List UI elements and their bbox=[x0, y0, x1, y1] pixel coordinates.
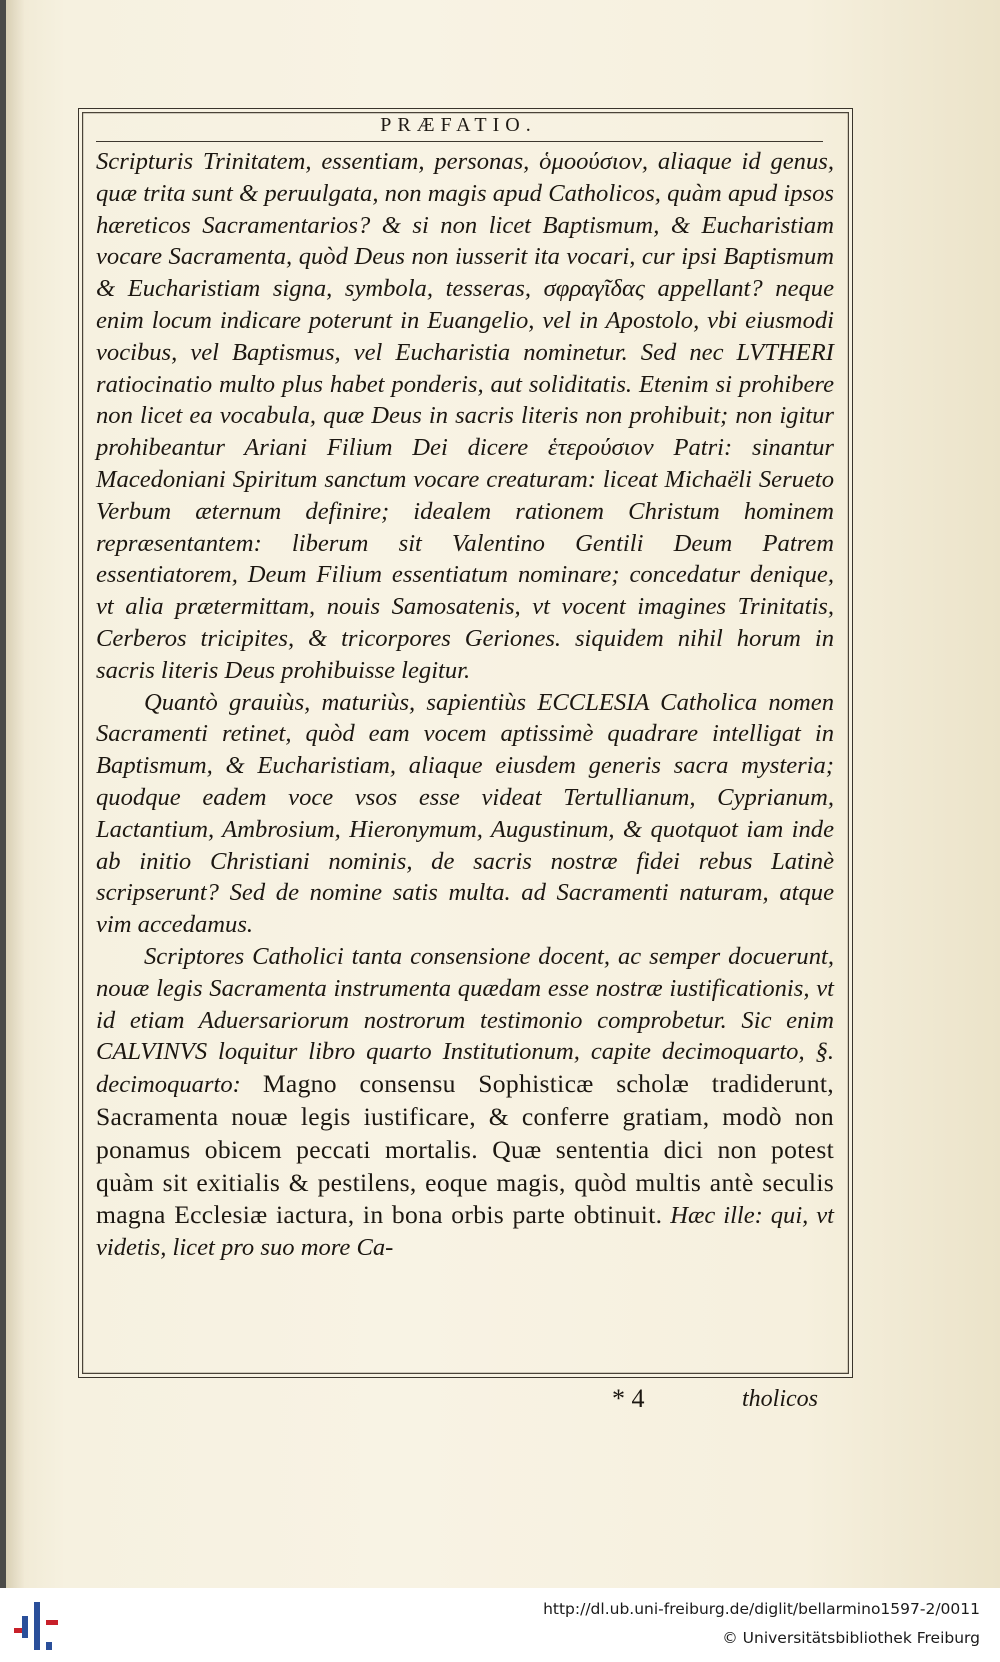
signature-mark: * 4 bbox=[612, 1384, 645, 1413]
viewer-footer bbox=[0, 1588, 1000, 1662]
catchword: tholicos bbox=[742, 1386, 818, 1412]
head-rule bbox=[96, 141, 823, 142]
paragraph-2: Quantò grauiùs, maturiùs, sapientiùs ECCLESIA Catholica nomen Sacramenti retinet, quòd eam vocem aptissimè quadrare intelligat in Baptismum, & Eucharistiam, aliaque eiusdem generis sacra mysteria; quodque eadem voce vsos esse videat Tertullianum, Cyprianum, Lactantium, Ambrosium, Hieronymum, Augustinum, & quotquot iam inde ab initio Christiani nominis, de sacris nostræ fidei rebus Latinè scripserunt? Sed de nomine satis multa. ad Sacramenti naturam, atque vim accedamus. bbox=[96, 688, 834, 939]
paragraph-3 bbox=[96, 941, 834, 1264]
paragraph-1: Scripturis Trinitatem, essentiam, personas, ὁμοούσιον, aliaque id genus, quæ trita sunt & peruulgata, non magis apud Catholicos, quàm apud ipsos hæreticos Sacramentarios? & si non licet Baptismum, & Eucharistiam vocare Sacramenta, quòd Deus non iusserit ita vocari, cur ipsi Baptismum & Eucharistiam signa, symbola, tesseras, σφραγῖδας appellant? neque enim locum indicare poterunt in Euangelio, vel in Apostolo, vbi eiusmodi vocibus, vel Baptismus, vel Eucharistia nominetur. Sed nec LVTHERI ratiocinatio multo plus habet ponderis, aut soliditatis. Etenim si prohibere non licet ea vocabula, quæ Deus in sacris literis non prohibuit; non igitur prohibeantur Ariani Filium Dei dicere ἑτερούσιον Patri: sinantur Macedoniani Spiritum sanctum vocare creaturam: liceat Michaëli Serueto Verbum æternum definire; idealem rationem Christum hominem repræsentantem: liberum sit Valentino Gentili Deum Patrem essentiatorem, Deum Filium essentiatum nominare; concedatur denique, vt alia prætermittam, nouis Samosatenis, vt vocent imagines Trinitatis, Cerberos tricipites, & tricorpores Geriones. siquidem nihil horum in sacris literis Deus prohibuisse legitur. bbox=[96, 148, 834, 684]
body-text bbox=[96, 146, 834, 1264]
permalink-url[interactable]: http://dl.ub.uni-freiburg.de/diglit/bellarmino1597-2/0011 bbox=[543, 1600, 980, 1618]
running-head: PRÆFATIO. bbox=[380, 114, 537, 136]
copyright-notice: © Universitätsbibliothek Freiburg bbox=[722, 1629, 980, 1647]
paragraph-3-intro: Scriptores Catholici tanta consensione docent, ac semper docuerunt, nouæ legis Sacramenta instrumenta quædam esse nostræ iustificationis, vt id etiam Aduersariorum nostrorum testimonio comprobetur. Sic enim CALVINVS loquitur libro quarto Institutionum, capite decimoquarto, §. decimoquarto: bbox=[96, 942, 834, 1099]
paragraph-3-outro: Hæc ille: qui, vt videtis, licet pro suo more Ca- bbox=[96, 1202, 834, 1262]
library-logo-icon bbox=[14, 1602, 66, 1650]
calvin-quotation: Magno consensu Sophisticæ scholæ tradiderunt, Sacramenta nouæ legis iustificare, & conferre gratiam, modò non ponamus obicem peccati mortalis. Quæ sententia dici non potest quàm sit exitialis & pestilens, eoque magis, quòd multis antè seculis magna Ecclesiæ iactura, in bona orbis parte obtinuit. bbox=[96, 1069, 834, 1230]
